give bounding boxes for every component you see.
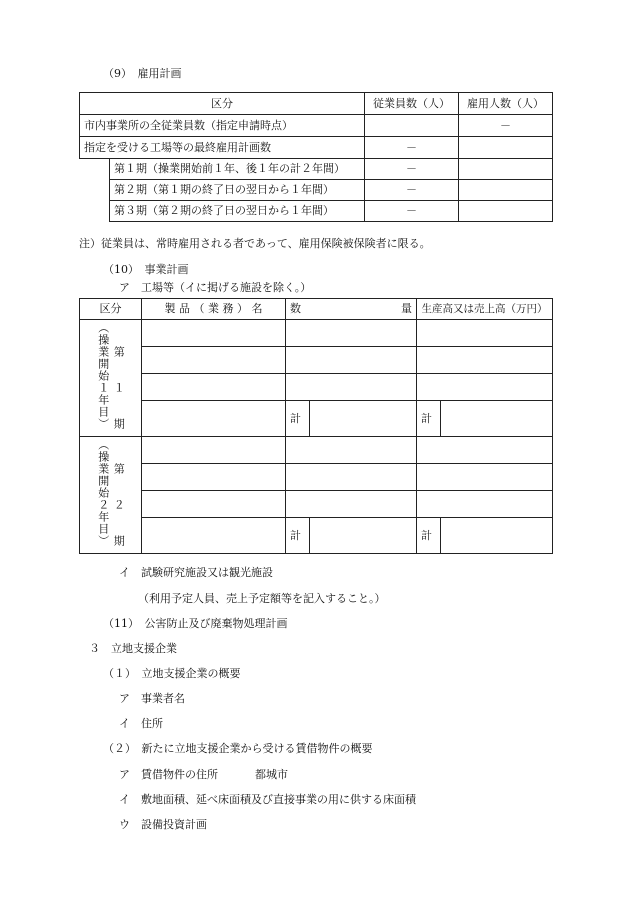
employment-note: 注）従業員は、常時雇用される者であって、雇用保険被保険者に限る。 — [79, 237, 431, 250]
section-3-2-title: （２） 新たに立地支援企業から受ける賃借物件の概要 — [103, 742, 373, 755]
section-3-title: ３ 立地支援企業 — [89, 642, 177, 655]
p2-sales-2 — [417, 464, 553, 491]
section-3-2-a-value: 都城市 — [255, 768, 288, 781]
bp-header-kubun: 区分 — [80, 299, 142, 320]
period-2-paren: （操業開始２年目） — [96, 439, 110, 547]
period-1-hire — [459, 159, 553, 180]
bp-header-quantity — [286, 299, 417, 320]
period-3-label: 第３期（第２期の終了日の翌日から１年間） — [110, 201, 365, 222]
header-employees: 従業員数（人） — [365, 93, 459, 115]
p2-sales-1 — [417, 437, 553, 464]
period-3-emp: － — [365, 201, 459, 222]
p1-product-2 — [142, 347, 286, 374]
period-2-num: 第 ２ 期 — [112, 463, 126, 547]
p2-qty-3 — [286, 491, 417, 518]
indent-cell — [80, 159, 110, 222]
period-2-cell — [80, 437, 142, 554]
p2-product-4 — [142, 518, 286, 554]
employment-plan-table — [79, 92, 553, 222]
period-1-num: 第 １ 期 — [112, 346, 126, 430]
bp-header-product: 製 品 （ 業 務 ） 名 — [142, 299, 286, 320]
row-final-plan-label: 指定を受ける工場等の最終雇用計画数 — [80, 137, 365, 159]
bp-header-sales: 生産高又は売上高（万円） — [417, 299, 553, 320]
p2-qty-1 — [286, 437, 417, 464]
p2-sales-3 — [417, 491, 553, 518]
section-3-2-a: ア 賃借物件の住所 — [119, 768, 218, 781]
p2-product-3 — [142, 491, 286, 518]
p1-sales-total-label: 計 — [417, 401, 441, 437]
section-10-sub-i-note: （利用予定人員、売上予定額等を記入すること。） — [138, 592, 386, 605]
p1-product-4 — [142, 401, 286, 437]
period-1-cell — [80, 320, 142, 437]
p1-sales-3 — [417, 374, 553, 401]
period-1-emp: － — [365, 159, 459, 180]
p2-qty-total-label: 計 — [286, 518, 310, 554]
p2-sales-total-label: 計 — [417, 518, 441, 554]
p1-qty-total-label: 計 — [286, 401, 310, 437]
p1-qty-3 — [286, 374, 417, 401]
p1-sales-2 — [417, 347, 553, 374]
section-11-title: （11） 公害防止及び廃棄物処理計画 — [103, 617, 288, 630]
section-9-title: （9） 雇用計画 — [103, 67, 182, 80]
period-2-label: 第２期（第１期の終了日の翌日から１年間） — [110, 180, 365, 201]
row-all-employees-emp — [365, 115, 459, 137]
row-all-employees-hire: － — [459, 115, 553, 137]
p2-qty-total — [310, 518, 417, 554]
p2-qty-2 — [286, 464, 417, 491]
row-all-employees-label: 市内事業所の全従業員数（指定申請時点） — [80, 115, 365, 137]
p1-sales-total — [441, 401, 553, 437]
period-1-label: 第１期（操業開始前１年、後１年の計２年間） — [110, 159, 365, 180]
section-3-2-c: ウ 設備投資計画 — [119, 818, 207, 831]
section-3-1-b: イ 住所 — [119, 717, 163, 730]
p2-product-2 — [142, 464, 286, 491]
p1-sales-1 — [417, 320, 553, 347]
period-2-hire — [459, 180, 553, 201]
business-plan-table — [79, 298, 553, 554]
p1-qty-1 — [286, 320, 417, 347]
section-3-1-title: （１） 立地支援企業の概要 — [103, 667, 241, 680]
section-3-1-a: ア 事業者名 — [119, 692, 185, 705]
period-3-hire — [459, 201, 553, 222]
section-10-sub-a: ア 工場等（イに掲げる施設を除く。） — [119, 281, 312, 294]
bp-header-qty-left: 数 — [290, 302, 301, 315]
p2-product-1 — [142, 437, 286, 464]
section-10-title: （10） 事業計画 — [103, 263, 189, 276]
section-3-2-b: イ 敷地面積、延べ床面積及び直接事業の用に供する床面積 — [119, 793, 416, 806]
header-kubun: 区分 — [80, 93, 365, 115]
row-final-plan-emp: － — [365, 137, 459, 159]
p1-qty-total — [310, 401, 417, 437]
p1-product-3 — [142, 374, 286, 401]
period-2-emp: － — [365, 180, 459, 201]
p1-product-1 — [142, 320, 286, 347]
p2-sales-total — [441, 518, 553, 554]
row-final-plan-hire — [459, 137, 553, 159]
section-10-sub-i: イ 試験研究施設又は観光施設 — [119, 566, 273, 579]
p1-qty-2 — [286, 347, 417, 374]
bp-header-qty-right: 量 — [401, 302, 412, 315]
period-1-paren: （操業開始１年目） — [96, 322, 110, 430]
header-hires: 雇用人数（人） — [459, 93, 553, 115]
